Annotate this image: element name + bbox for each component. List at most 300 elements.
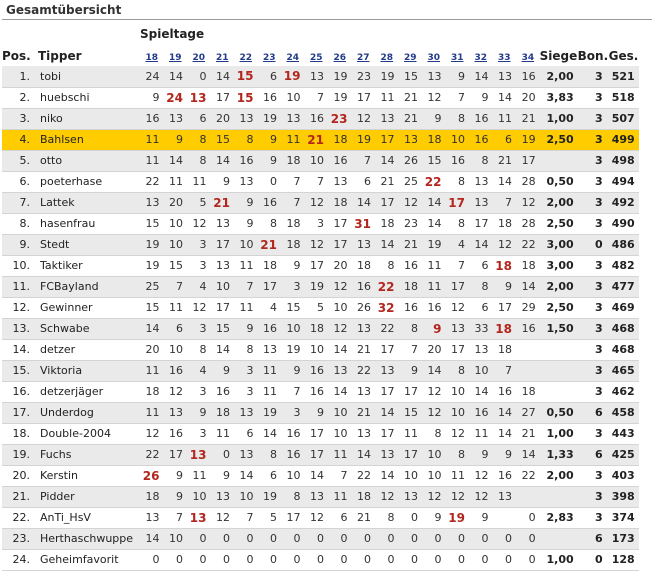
matchday-points-cell: 18 — [422, 129, 446, 150]
matchday-points-cell: 17 — [399, 381, 423, 402]
matchday-points-cell: 8 — [187, 129, 211, 150]
matchday-link-26 — [328, 43, 352, 66]
matchday-points-cell: 13 — [328, 360, 352, 381]
matchday-link[interactable]: 19 — [168, 53, 182, 63]
matchday-points-cell: 16 — [281, 423, 305, 444]
total-cell: 462 — [609, 381, 639, 402]
matchday-points-cell: 12 — [422, 381, 446, 402]
matchday-points-cell: 25 — [399, 171, 423, 192]
matchday-points-cell: 0 — [469, 528, 493, 549]
matchday-points-cell: 16 — [399, 297, 423, 318]
siege-cell: 1,33 — [540, 444, 578, 465]
matchday-points-cell: 16 — [140, 108, 164, 129]
matchday-points-cell: 21 — [399, 108, 423, 129]
matchday-points-cell: 12 — [305, 507, 329, 528]
matchday-points-cell: 9 — [164, 129, 188, 150]
matchday-points-cell: 3 — [187, 318, 211, 339]
matchday-link[interactable]: 28 — [380, 53, 394, 63]
matchday-points-cell — [516, 339, 540, 360]
matchday-points-cell: 21 — [352, 402, 376, 423]
matchday-points-cell: 17 — [375, 381, 399, 402]
matchday-points-cell: 20 — [140, 339, 164, 360]
matchday-points-cell: 15 — [140, 297, 164, 318]
matchday-points-cell: 18 — [493, 318, 517, 339]
matchday-points-cell: 14 — [422, 360, 446, 381]
matchday-points-cell: 22 — [375, 318, 399, 339]
matchday-points-cell: 16 — [399, 255, 423, 276]
matchday-points-cell: 19 — [305, 276, 329, 297]
matchday-points-cell: 6 — [187, 108, 211, 129]
matchday-points-cell: 13 — [305, 486, 329, 507]
siege-cell: 2,00 — [540, 465, 578, 486]
siege-cell — [540, 381, 578, 402]
matchday-points-cell: 13 — [187, 444, 211, 465]
matchday-points-cell: 6 — [469, 297, 493, 318]
matchday-points-cell: 20 — [211, 108, 235, 129]
matchday-link[interactable]: 27 — [356, 53, 370, 63]
matchday-link[interactable]: 31 — [450, 53, 464, 63]
matchday-points-cell: 7 — [399, 339, 423, 360]
matchday-points-cell: 15 — [399, 402, 423, 423]
tipper-name-cell: detzerjäger — [38, 381, 140, 402]
tipper-name-cell: Pidder — [38, 486, 140, 507]
matchday-points-cell: 11 — [258, 360, 282, 381]
matchday-points-cell: 16 — [234, 150, 258, 171]
matchday-points-cell: 18 — [140, 381, 164, 402]
matchday-points-cell: 10 — [422, 444, 446, 465]
matchday-points-cell: 13 — [469, 192, 493, 213]
matchday-points-cell: 9 — [234, 192, 258, 213]
matchday-points-cell: 7 — [493, 192, 517, 213]
matchday-points-cell: 17 — [305, 255, 329, 276]
matchday-points-cell: 13 — [164, 402, 188, 423]
matchday-points-cell: 0 — [516, 507, 540, 528]
matchday-points-cell: 11 — [422, 276, 446, 297]
matchday-points-cell: 12 — [446, 423, 470, 444]
bonus-cell: 3 — [578, 318, 609, 339]
matchday-points-cell: 16 — [469, 129, 493, 150]
matchday-points-cell: 22 — [352, 360, 376, 381]
matchday-link[interactable]: 33 — [497, 53, 511, 63]
matchday-points-cell: 13 — [493, 486, 517, 507]
matchday-points-cell: 14 — [422, 213, 446, 234]
matchday-link[interactable]: 29 — [403, 53, 417, 63]
matchday-points-cell: 10 — [328, 297, 352, 318]
position-cell: 19. — [2, 444, 38, 465]
matchday-points-cell: 0 — [352, 549, 376, 570]
matchday-points-cell: 14 — [211, 339, 235, 360]
siege-cell: 2,00 — [540, 66, 578, 87]
matchday-points-cell: 14 — [234, 465, 258, 486]
matchday-points-cell: 0 — [281, 528, 305, 549]
siege-cell — [540, 528, 578, 549]
total-cell: 486 — [609, 234, 639, 255]
matchday-points-cell: 22 — [516, 234, 540, 255]
tipper-name-cell: poeterhase — [38, 171, 140, 192]
matchday-points-cell: 9 — [469, 444, 493, 465]
bonus-cell: 3 — [578, 171, 609, 192]
siege-cell: 0,50 — [540, 402, 578, 423]
total-cell: 443 — [609, 423, 639, 444]
matchday-points-cell: 13 — [375, 360, 399, 381]
matchday-points-cell: 8 — [258, 213, 282, 234]
siege-cell: 0,50 — [540, 171, 578, 192]
matchday-points-cell: 11 — [164, 297, 188, 318]
matchday-points-cell: 18 — [211, 402, 235, 423]
matchday-link-23 — [258, 43, 282, 66]
bonus-cell: 3 — [578, 192, 609, 213]
matchday-points-cell: 18 — [305, 318, 329, 339]
matchday-points-cell: 12 — [446, 297, 470, 318]
matchday-points-cell: 14 — [258, 423, 282, 444]
matchday-points-cell: 23 — [328, 108, 352, 129]
matchday-points-cell: 18 — [140, 486, 164, 507]
table-row — [2, 234, 639, 255]
matchday-link[interactable]: 26 — [333, 53, 347, 63]
siege-cell — [540, 360, 578, 381]
matchday-points-cell: 3 — [305, 213, 329, 234]
position-cell: 20. — [2, 465, 38, 486]
table-row — [2, 276, 639, 297]
bonus-cell: 6 — [578, 402, 609, 423]
matchday-points-cell: 9 — [422, 507, 446, 528]
matchday-points-cell: 18 — [516, 255, 540, 276]
table-row — [2, 465, 639, 486]
matchday-points-cell: 3 — [234, 360, 258, 381]
matchday-link[interactable]: 32 — [474, 53, 488, 63]
siege-cell: 2,00 — [540, 192, 578, 213]
matchday-points-cell: 12 — [469, 486, 493, 507]
matchday-points-cell: 3 — [187, 234, 211, 255]
bonus-cell: 3 — [578, 360, 609, 381]
matchday-link-20 — [187, 43, 211, 66]
matchday-points-cell: 16 — [258, 87, 282, 108]
matchday-points-cell: 18 — [352, 255, 376, 276]
matchday-points-cell: 11 — [422, 255, 446, 276]
matchday-points-cell: 14 — [493, 423, 517, 444]
matchday-points-cell: 13 — [493, 66, 517, 87]
matchday-link-29 — [399, 43, 423, 66]
matchday-points-cell: 14 — [375, 150, 399, 171]
matchday-points-cell: 17 — [469, 213, 493, 234]
matchday-points-cell: 19 — [281, 66, 305, 87]
matchday-link[interactable]: 30 — [427, 53, 441, 63]
bonus-cell: 3 — [578, 108, 609, 129]
matchday-points-cell: 12 — [493, 234, 517, 255]
matchday-points-cell: 4 — [187, 360, 211, 381]
matchday-points-cell: 9 — [422, 318, 446, 339]
position-cell: 14. — [2, 339, 38, 360]
table-row — [2, 150, 639, 171]
matchday-points-cell: 17 — [211, 87, 235, 108]
matchday-points-cell: 9 — [493, 444, 517, 465]
matchday-points-cell: 11 — [234, 297, 258, 318]
siege-cell: 3,83 — [540, 87, 578, 108]
matchday-points-cell: 11 — [493, 108, 517, 129]
matchday-points-cell: 18 — [516, 381, 540, 402]
matchday-points-cell: 13 — [375, 108, 399, 129]
bonus-cell: 6 — [578, 528, 609, 549]
tipper-name-cell: Stedt — [38, 234, 140, 255]
matchday-points-cell: 11 — [140, 360, 164, 381]
matchday-points-cell: 8 — [375, 255, 399, 276]
matchday-points-cell: 13 — [352, 234, 376, 255]
matchday-points-cell: 17 — [516, 150, 540, 171]
total-cell: 469 — [609, 297, 639, 318]
matchday-points-cell: 14 — [352, 444, 376, 465]
matchday-points-cell: 9 — [469, 87, 493, 108]
matchday-points-cell: 10 — [164, 213, 188, 234]
matchday-link[interactable]: 18 — [145, 53, 159, 63]
matchday-link[interactable]: 23 — [262, 53, 276, 63]
matchday-points-cell: 4 — [187, 276, 211, 297]
tipper-name-cell: Bahlsen — [38, 129, 140, 150]
matchday-points-cell: 14 — [211, 66, 235, 87]
matchday-points-cell: 12 — [187, 297, 211, 318]
matchday-points-cell: 0 — [234, 528, 258, 549]
matchday-points-cell: 12 — [140, 423, 164, 444]
position-cell: 11. — [2, 276, 38, 297]
matchday-points-cell: 16 — [281, 444, 305, 465]
matchday-points-cell: 14 — [493, 171, 517, 192]
matchday-points-cell: 13 — [422, 66, 446, 87]
position-cell: 13. — [2, 318, 38, 339]
matchday-points-cell: 16 — [328, 150, 352, 171]
matchday-points-cell: 15 — [211, 318, 235, 339]
matchday-points-cell: 16 — [164, 423, 188, 444]
matchday-points-cell: 7 — [281, 381, 305, 402]
matchday-points-cell: 11 — [164, 171, 188, 192]
matchday-points-cell: 0 — [258, 528, 282, 549]
matchday-points-cell: 8 — [446, 171, 470, 192]
bonus-cell: 3 — [578, 66, 609, 87]
matchday-points-cell: 10 — [469, 360, 493, 381]
total-cell: 398 — [609, 486, 639, 507]
matchday-points-cell: 23 — [352, 66, 376, 87]
matchday-points-cell: 11 — [187, 465, 211, 486]
matchday-link[interactable]: 24 — [286, 53, 300, 63]
matchday-points-cell: 12 — [422, 486, 446, 507]
matchday-link[interactable]: 25 — [309, 53, 323, 63]
matchday-points-cell: 0 — [258, 549, 282, 570]
matchday-points-cell: 0 — [305, 528, 329, 549]
matchday-points-cell: 13 — [140, 192, 164, 213]
matchday-link-19 — [164, 43, 188, 66]
matchday-points-cell: 21 — [352, 507, 376, 528]
matchday-points-cell: 22 — [140, 171, 164, 192]
matchday-points-cell: 12 — [328, 318, 352, 339]
matchday-points-cell: 6 — [234, 423, 258, 444]
matchday-points-cell: 13 — [164, 108, 188, 129]
matchday-points-cell: 6 — [328, 507, 352, 528]
matchday-points-cell: 12 — [469, 465, 493, 486]
matchday-points-cell: 18 — [493, 255, 517, 276]
siege-cell — [540, 339, 578, 360]
matchday-points-cell: 19 — [516, 129, 540, 150]
total-cell: 492 — [609, 192, 639, 213]
total-cell: 458 — [609, 402, 639, 423]
matchday-points-cell: 12 — [375, 486, 399, 507]
matchday-points-cell: 10 — [446, 402, 470, 423]
matchday-points-cell: 9 — [446, 66, 470, 87]
matchday-points-cell: 12 — [211, 507, 235, 528]
matchday-points-cell: 14 — [516, 444, 540, 465]
matchday-points-cell: 5 — [187, 192, 211, 213]
matchday-points-cell: 4 — [258, 297, 282, 318]
matchday-points-cell: 19 — [352, 129, 376, 150]
matchday-points-cell: 17 — [375, 339, 399, 360]
matchday-points-cell: 13 — [187, 507, 211, 528]
matchday-points-cell: 15 — [234, 87, 258, 108]
matchday-points-cell: 10 — [305, 150, 329, 171]
matchday-points-cell: 11 — [140, 150, 164, 171]
matchday-points-cell: 14 — [211, 150, 235, 171]
matchday-points-cell: 10 — [164, 339, 188, 360]
matchday-points-cell: 13 — [328, 171, 352, 192]
matchday-points-cell: 11 — [140, 129, 164, 150]
matchday-points-cell: 10 — [164, 234, 188, 255]
matchday-points-cell: 18 — [328, 129, 352, 150]
tipper-name-cell: Gewinner — [38, 297, 140, 318]
matchday-points-cell: 8 — [446, 360, 470, 381]
matchday-points-cell: 10 — [446, 381, 470, 402]
matchday-points-cell: 23 — [399, 213, 423, 234]
matchday-points-cell: 19 — [140, 255, 164, 276]
total-cell: 465 — [609, 360, 639, 381]
matchday-points-cell: 24 — [140, 66, 164, 87]
matchday-link[interactable]: 20 — [192, 53, 206, 63]
matchday-points-cell: 18 — [281, 150, 305, 171]
matchday-points-cell: 15 — [281, 297, 305, 318]
position-cell: 2. — [2, 87, 38, 108]
matchday-points-cell: 9 — [211, 465, 235, 486]
matchday-points-cell: 9 — [234, 213, 258, 234]
matchday-points-cell: 17 — [328, 234, 352, 255]
matchday-points-cell: 3 — [187, 423, 211, 444]
matchday-points-cell: 12 — [399, 192, 423, 213]
matchday-points-cell: 11 — [140, 402, 164, 423]
matchday-link[interactable]: 34 — [521, 53, 535, 63]
standings-table — [2, 25, 639, 571]
total-cell: 518 — [609, 87, 639, 108]
table-row — [2, 423, 639, 444]
matchday-points-cell: 15 — [140, 213, 164, 234]
matchday-points-cell: 0 — [446, 528, 470, 549]
matchday-points-cell: 0 — [211, 549, 235, 570]
matchday-points-cell: 9 — [164, 486, 188, 507]
total-cell: 425 — [609, 444, 639, 465]
matchday-points-cell: 7 — [281, 192, 305, 213]
matchday-points-cell — [493, 507, 517, 528]
matchday-points-cell: 14 — [164, 150, 188, 171]
bonus-cell: 3 — [578, 213, 609, 234]
matchday-points-cell: 9 — [211, 171, 235, 192]
matchday-points-cell: 13 — [211, 255, 235, 276]
matchday-points-cell: 13 — [234, 444, 258, 465]
tipper-name-cell: Double-2004 — [38, 423, 140, 444]
matchday-points-cell: 20 — [422, 339, 446, 360]
total-cell: 128 — [609, 549, 639, 570]
matchday-points-cell: 15 — [399, 66, 423, 87]
matchday-link[interactable]: 22 — [239, 53, 253, 63]
matchday-points-cell: 7 — [234, 276, 258, 297]
siege-cell: 2,50 — [540, 213, 578, 234]
matchday-points-cell: 17 — [375, 129, 399, 150]
matchday-points-cell: 17 — [375, 192, 399, 213]
tipper-name-cell: Lattek — [38, 192, 140, 213]
matchday-points-cell: 17 — [281, 507, 305, 528]
total-cell: 507 — [609, 108, 639, 129]
matchday-link-30 — [422, 43, 446, 66]
matchday-points-cell: 10 — [281, 87, 305, 108]
matchday-points-cell: 13 — [305, 66, 329, 87]
matchday-points-cell: 5 — [258, 507, 282, 528]
matchday-points-cell: 13 — [281, 108, 305, 129]
matchday-points-cell: 18 — [399, 276, 423, 297]
matchday-points-cell: 9 — [140, 87, 164, 108]
matchday-points-cell: 0 — [211, 528, 235, 549]
matchday-points-cell: 11 — [328, 444, 352, 465]
table-row — [2, 66, 639, 87]
matchday-points-cell: 11 — [234, 255, 258, 276]
matchday-points-cell: 24 — [164, 87, 188, 108]
matchday-points-cell: 17 — [211, 297, 235, 318]
matchday-points-cell: 11 — [399, 423, 423, 444]
siege-cell: 1,00 — [540, 108, 578, 129]
matchday-points-cell: 28 — [516, 213, 540, 234]
bonus-cell: 3 — [578, 507, 609, 528]
matchday-link[interactable]: 21 — [215, 53, 229, 63]
matchday-points-cell: 11 — [375, 87, 399, 108]
matchday-points-cell: 20 — [516, 87, 540, 108]
matchday-points-cell: 31 — [352, 213, 376, 234]
matchday-points-cell: 0 — [422, 528, 446, 549]
matchday-points-cell: 9 — [281, 360, 305, 381]
matchday-points-cell: 0 — [399, 507, 423, 528]
tipper-name-cell: Geheimfavorit — [38, 549, 140, 570]
matchday-points-cell: 0 — [446, 549, 470, 570]
matchday-points-cell: 14 — [352, 192, 376, 213]
siege-cell: 3,00 — [540, 234, 578, 255]
matchday-points-cell: 10 — [305, 339, 329, 360]
matchday-points-cell: 16 — [422, 297, 446, 318]
matchday-points-cell: 13 — [469, 171, 493, 192]
bonus-cell: 3 — [578, 129, 609, 150]
matchday-points-cell: 21 — [399, 234, 423, 255]
matchday-points-cell: 8 — [446, 213, 470, 234]
matchday-points-cell: 0 — [234, 549, 258, 570]
matchday-points-cell: 6 — [164, 318, 188, 339]
position-cell: 15. — [2, 360, 38, 381]
matchday-points-cell: 17 — [305, 444, 329, 465]
bonus-cell: 3 — [578, 297, 609, 318]
matchday-link-33 — [493, 43, 517, 66]
matchday-points-cell: 3 — [281, 276, 305, 297]
matchday-points-cell: 14 — [493, 87, 517, 108]
matchday-points-cell: 15 — [234, 66, 258, 87]
matchday-points-cell: 22 — [516, 465, 540, 486]
matchday-points-cell: 0 — [375, 549, 399, 570]
matchday-points-cell: 11 — [281, 129, 305, 150]
bonus-cell: 0 — [578, 234, 609, 255]
matchday-points-cell: 6 — [352, 171, 376, 192]
table-row — [2, 381, 639, 402]
matchday-link-31 — [446, 43, 470, 66]
matchday-points-cell: 18 — [328, 192, 352, 213]
tipper-name-cell: Herthaschwuppe — [38, 528, 140, 549]
matchday-points-cell: 11 — [211, 423, 235, 444]
tipper-name-cell: huebschi — [38, 87, 140, 108]
